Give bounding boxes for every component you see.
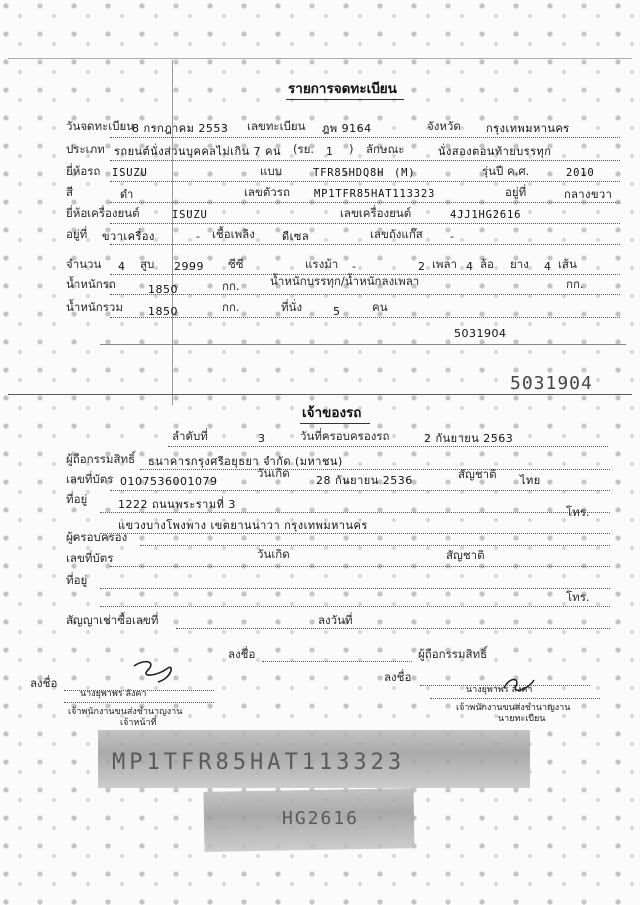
hp-value: -	[352, 260, 357, 273]
officer-left-signature	[128, 658, 182, 688]
model-value: TFR85HDQ8H	[313, 167, 385, 179]
section-divider-1	[100, 344, 626, 345]
row8-dots	[110, 294, 620, 295]
wheel-unit: ล้อ	[480, 257, 494, 271]
address2-dots	[100, 588, 610, 589]
id2-label: เลขที่บัตร	[66, 551, 114, 565]
id-dots	[110, 490, 610, 491]
seats-label: ที่นั่ง	[281, 300, 303, 314]
type-value: รถยนต์นั่งส่วนบุคคลไม่เกิน 7 คน	[114, 145, 282, 158]
engine-pos-value: ขวาเครื่อง	[102, 230, 155, 243]
possess-date-label: วันที่ครอบครองรถ	[300, 429, 390, 443]
possessor-dots	[140, 545, 610, 546]
order-dots	[168, 446, 608, 447]
owner-sign-dots	[262, 661, 412, 662]
possessor-label: ผู้ครอบครอง	[66, 530, 128, 544]
row9-dots	[110, 317, 620, 318]
nationality-label: สัญชาติ	[458, 467, 497, 481]
row4-dots	[110, 202, 620, 203]
nature-value: นั่งสองตอนท้ายบรรทุก	[438, 145, 552, 158]
load-label: น้ำหนักบรรทุก/น้ำหนักลงเพลา	[270, 274, 420, 288]
nature-label: ลักษณะ	[366, 142, 405, 156]
row1-dots	[110, 137, 620, 138]
tire-value: 4	[544, 260, 552, 273]
axle-value: 2	[418, 260, 426, 273]
engine-brand-label: ยี่ห้อเครื่องยนต์	[66, 206, 140, 220]
owner-title-underline	[300, 423, 370, 424]
row5-dots	[110, 223, 620, 224]
owner-sign-role: ผู้ถือกรรมสิทธิ์	[418, 647, 488, 661]
nationality-value: ไทย	[520, 474, 541, 487]
id2-dots	[110, 566, 610, 567]
cc-value: 2999	[174, 260, 204, 273]
form-number: 5031904	[454, 327, 507, 340]
hire-label: สัญญาเช่าซื้อเลขที่	[66, 613, 159, 627]
row6-dots	[110, 244, 620, 245]
officer-left-title: เจ้าพนักงานขนส่งชำนาญงาน	[68, 707, 183, 717]
address-line2: แขวงบางโพงพาง เขตยานนาวา กรุงเทพมหานคร	[118, 519, 368, 532]
cyl-unit: สูบ	[140, 257, 155, 271]
id-value: 0107536001079	[120, 475, 218, 488]
hire-date-label: ลงวันที่	[318, 613, 353, 627]
form-number-stamp: 5031904	[510, 373, 593, 394]
officer-left-dots	[64, 702, 214, 703]
chassis-value: MP1TFR85HAT113323	[314, 188, 436, 200]
color-label: สี	[66, 185, 74, 199]
registration-title: รายการจดทะเบียน	[288, 81, 397, 97]
rayo-close: )	[349, 142, 354, 156]
engine-pos-label: อยู่ที่	[66, 227, 88, 241]
officer-right-name: นางยุพาพร ลังคา	[466, 685, 533, 695]
tire-unit: เส้น	[558, 257, 577, 271]
reg-date-label: วันจดทะเบียน	[66, 119, 135, 133]
chassis-pos-label: อยู่ที่	[505, 185, 527, 199]
gas-tank-value: -	[450, 230, 455, 243]
gross-label: น้ำหนักรวม	[66, 300, 123, 314]
id-label: เลขที่บัตร	[66, 472, 114, 486]
owner-label: ผู้ถือกรรมสิทธิ์	[66, 452, 136, 466]
top-margin-line	[8, 58, 632, 59]
weight-kg: กก.	[222, 279, 240, 293]
birth-label: วันเกิด	[257, 466, 290, 480]
year-label: รุ่นปี ค.ศ.	[482, 164, 530, 178]
hire-dots	[176, 628, 610, 629]
dash-1: -	[196, 230, 201, 243]
chassis-label: เลขตัวรถ	[244, 185, 290, 199]
phone-label: โทร.	[566, 505, 590, 519]
possess-date-value: 2 กันยายน 2563	[424, 432, 514, 445]
order-value: 3	[258, 432, 266, 445]
sign-left-label: ลงชื่อ	[30, 676, 58, 690]
owner-title: เจ้าของรถ	[302, 405, 362, 421]
wheel-value: 4	[466, 260, 474, 273]
row2-dots	[110, 160, 620, 161]
sign-label: ลงชื่อ	[228, 647, 256, 661]
province-value: กรุงเทพมหานคร	[486, 122, 570, 135]
address2-dots-b	[100, 606, 610, 607]
cyl-value: 4	[118, 260, 126, 273]
gross-value: 1850	[148, 305, 178, 318]
brand-value: ISUZU	[112, 167, 148, 179]
owner-value: ธนาคารกรุงศรีอยุธยา จำกัด (มหาชน)	[148, 455, 343, 468]
address-label: ที่อยู่	[66, 492, 88, 506]
model-extra: (M)	[394, 167, 416, 179]
load-kg: กก.	[566, 277, 584, 291]
birth2-label: วันเกิด	[257, 547, 290, 561]
weight-value: 1850	[148, 283, 178, 296]
fuel-value: ดีเซล	[282, 230, 310, 243]
chassis-rubbing-text: MP1TFR85HAT113323	[112, 750, 406, 775]
tire-label: ยาง	[510, 257, 529, 271]
engine-brand-value: ISUZU	[172, 209, 208, 221]
officer-right-dots	[430, 698, 600, 699]
brand-label: ยี่ห้อรถ	[66, 164, 101, 178]
hp-label: แรงม้า	[305, 257, 339, 271]
registration-title-underline	[286, 99, 404, 100]
year-value: 2010	[566, 167, 595, 179]
officer-right-title: เจ้าพนักงานขนส่งชำนาญงาน	[456, 703, 571, 713]
rayo-label: (รย.	[293, 142, 315, 156]
margin-vertical-line	[172, 60, 173, 405]
officer-left-role: เจ้าหน้าที่	[120, 718, 157, 728]
weight-label: น้ำหนักรถ	[66, 277, 116, 291]
axle-unit: เพลา	[432, 257, 458, 271]
sign-right-label: ลงชื่อ	[384, 670, 412, 684]
gas-tank-label: เลขถังแก๊ส	[370, 227, 423, 241]
birth-value: 28 กันยายน 2536	[316, 474, 413, 487]
reg-no-value: ฎพ 9164	[322, 122, 372, 135]
reg-no-label: เลขทะเบียน	[247, 119, 306, 133]
chassis-pos-value: กลางขวา	[564, 188, 613, 201]
row3-dots	[110, 181, 620, 182]
address2-label: ที่อยู่	[66, 573, 88, 587]
model-label: แบบ	[260, 164, 283, 178]
gross-kg: กก.	[222, 300, 240, 314]
address-dots-2	[100, 533, 610, 534]
color-value: ดำ	[120, 188, 134, 201]
address-line1: 1222 ถนนพระรามที่ 3	[118, 498, 236, 511]
cc-unit: ซีซี	[228, 257, 244, 271]
address-dots-1	[100, 512, 610, 513]
order-label: ลำดับที่	[172, 429, 208, 443]
engine-rubbing-text: HG2616	[282, 808, 360, 829]
reg-date-value: 8 กรกฎาคม 2553	[132, 122, 229, 135]
officer-right-role: นายทะเบียน	[498, 714, 546, 724]
seats-value: 5	[333, 305, 341, 318]
engine-no-label: เลขเครื่องยนต์	[340, 206, 412, 220]
province-label: จังหวัด	[427, 119, 461, 133]
seats-unit: คน	[372, 300, 388, 314]
cyl-label: จำนวน	[66, 257, 102, 271]
officer-left-name: นางยุพาพร ลังคา	[80, 689, 147, 699]
phone2-label: โทร.	[566, 590, 590, 604]
engine-no-value: 4JJ1HG2616	[450, 209, 522, 221]
type-label: ประเภท	[66, 142, 105, 156]
nationality2-label: สัญชาติ	[446, 548, 485, 562]
section-divider-2	[8, 394, 632, 395]
fuel-label: เชื้อเพลิง	[212, 227, 255, 241]
rayo-value: 1	[326, 145, 334, 158]
owner-dots	[140, 469, 610, 470]
